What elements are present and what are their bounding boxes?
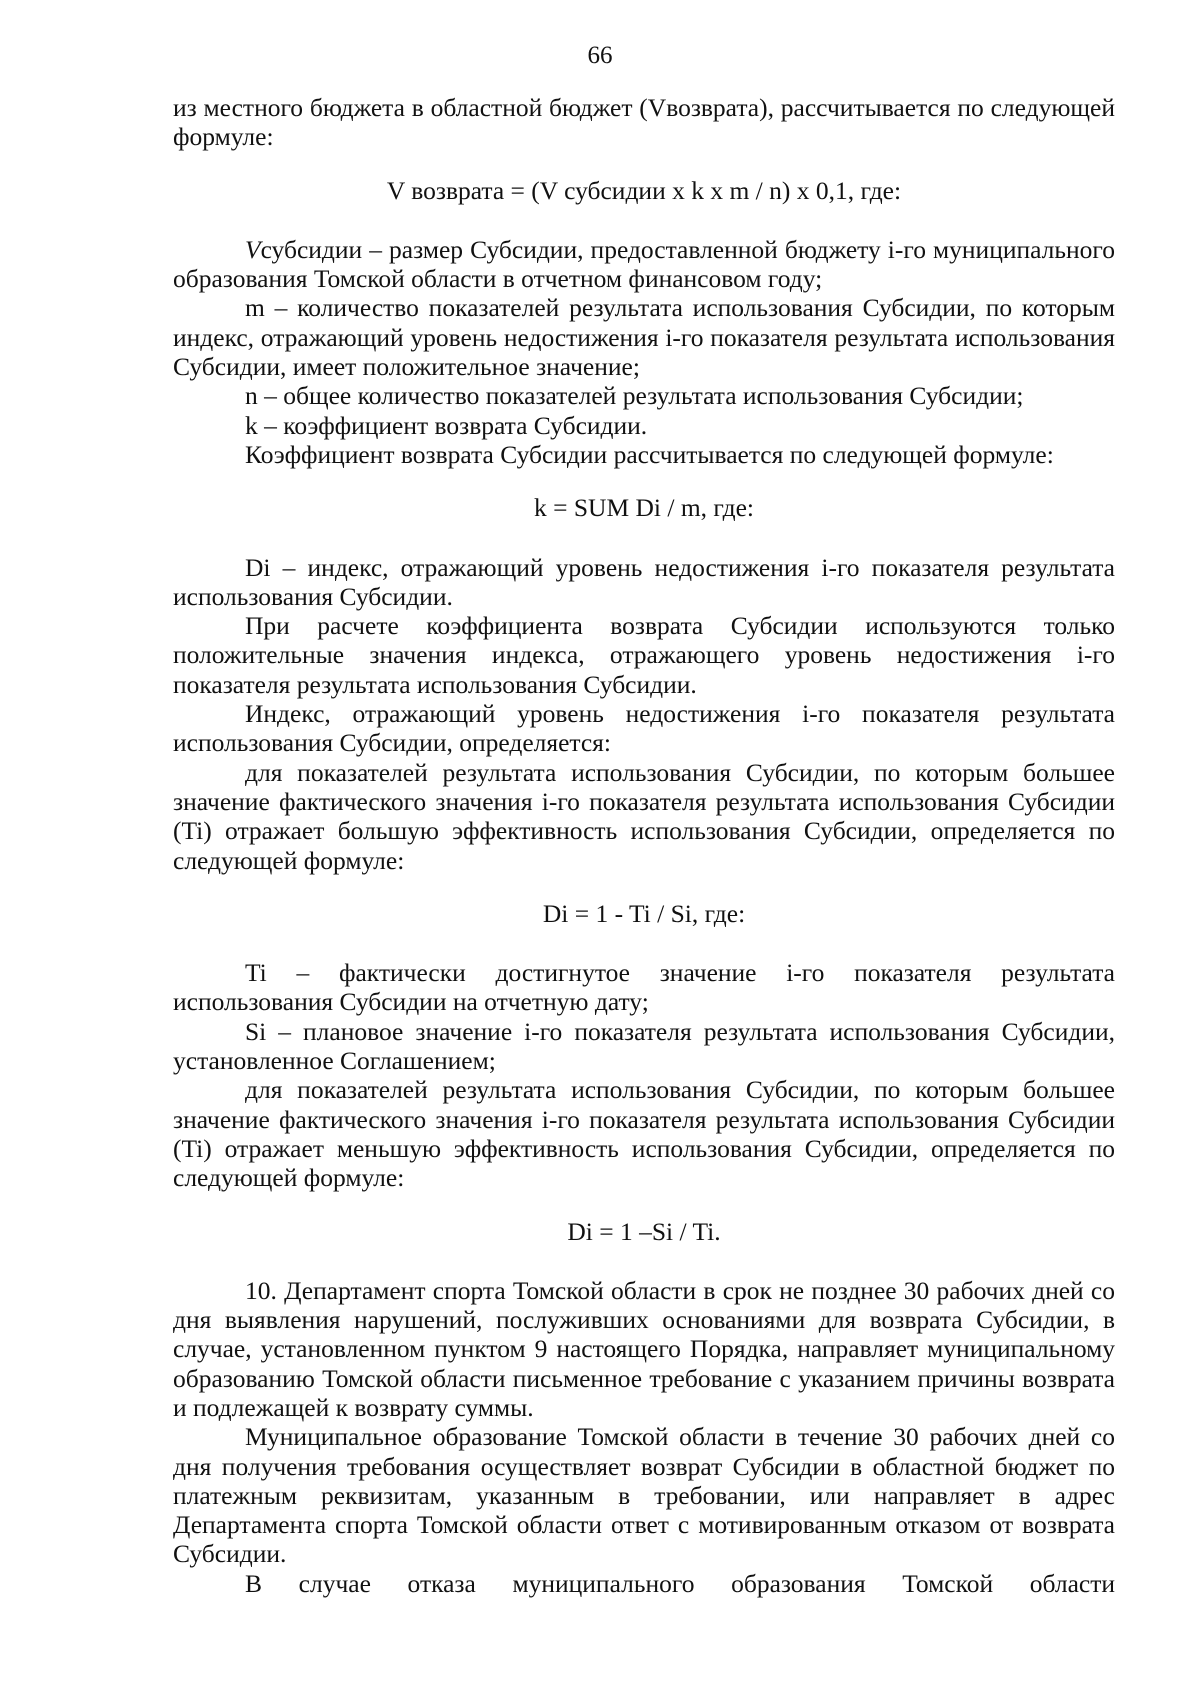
paragraph-text: субсидии – размер Субсидии, предоставленной бюджету i-го муниципального образования Томской области в отчетном финансовом году;	[173, 234, 1115, 294]
formula-v-return: V возврата = (V субсидии x k x m / n) x 0,1, где:	[386, 175, 902, 205]
paragraph: для показателей результата использования Субсидии, по которым большее значение фактического значения i-го показателя результата использования Субсидии (Ti) отражает меньшую эффективность использования Субсидии, определяется по следующей формуле:	[173, 1075, 1115, 1193]
paragraph: k – коэффициент возврата Субсидии.	[245, 410, 648, 440]
paragraph: Di – индекс, отражающий уровень недостижения i-го показателя результата использования Субсидии.	[173, 552, 1115, 611]
paragraph: Муниципальное образование Томской области в течение 30 рабочих дней со дня получения требования осуществляет возврат Субсидии в областной бюджет по платежным реквизитам, указанным в требовании, или направляет в адрес Департамента спорта Томской области ответ с мотивированным отказом от возврата Субсидии.	[173, 1422, 1115, 1569]
paragraph: 10. Департамент спорта Томской области в срок не позднее 30 рабочих дней со дня выявления нарушений, послуживших основаниями для возврата Субсидии, в случае, установленном пунктом 9 настоящего Порядка, направляет муниципальному образованию Томской области письменное требование с указанием причины возврата и подлежащей к возврату суммы.	[173, 1275, 1115, 1422]
variable-v: V	[245, 234, 261, 264]
paragraph: Ti – фактически достигнутое значение i-го показателя результата использования Субсидии на отчетную дату;	[173, 958, 1115, 1017]
paragraph: В случае отказа муниципального образования Томской области	[245, 1568, 1115, 1598]
formula-di-1: Di = 1 - Ti / Si, где:	[542, 898, 746, 928]
page-body	[173, 93, 1115, 1598]
page-number: 66	[587, 42, 613, 69]
paragraph: Коэффициент возврата Субсидии рассчитывается по следующей формуле:	[245, 439, 1054, 469]
paragraph: из местного бюджета в областной бюджет (Vвозврата), рассчитывается по следующей формуле:	[173, 93, 1115, 152]
paragraph: Si – плановое значение i-го показателя результата использования Субсидии, установленное Соглашением;	[173, 1016, 1115, 1076]
paragraph	[173, 235, 1115, 294]
paragraph: При расчете коэффициента возврата Субсидии используются только положительные значения индекса, отражающего уровень недостижения i-го показателя результата использования Субсидии.	[173, 611, 1115, 699]
paragraph: для показателей результата использования Субсидии, по которым большее значение фактического значения i-го показателя результата использования Субсидии (Ti) отражает большую эффективность использования Субсидии, определяется по следующей формуле:	[173, 757, 1115, 875]
formula-k: k = SUM Di / m, где:	[533, 493, 754, 523]
paragraph: m – количество показателей результата использования Субсидии, по которым индекс, отражающий уровень недостижения i-го показателя результата использования Субсидии, имеет положительное значение;	[173, 293, 1115, 382]
formula-di-2: Di = 1 –Si / Ti.	[567, 1216, 721, 1246]
paragraph: n – общее количество показателей результата использования Субсидии;	[245, 381, 1024, 411]
paragraph: Индекс, отражающий уровень недостижения i-го показателя результата использования Субсидии, определяется:	[173, 699, 1115, 758]
